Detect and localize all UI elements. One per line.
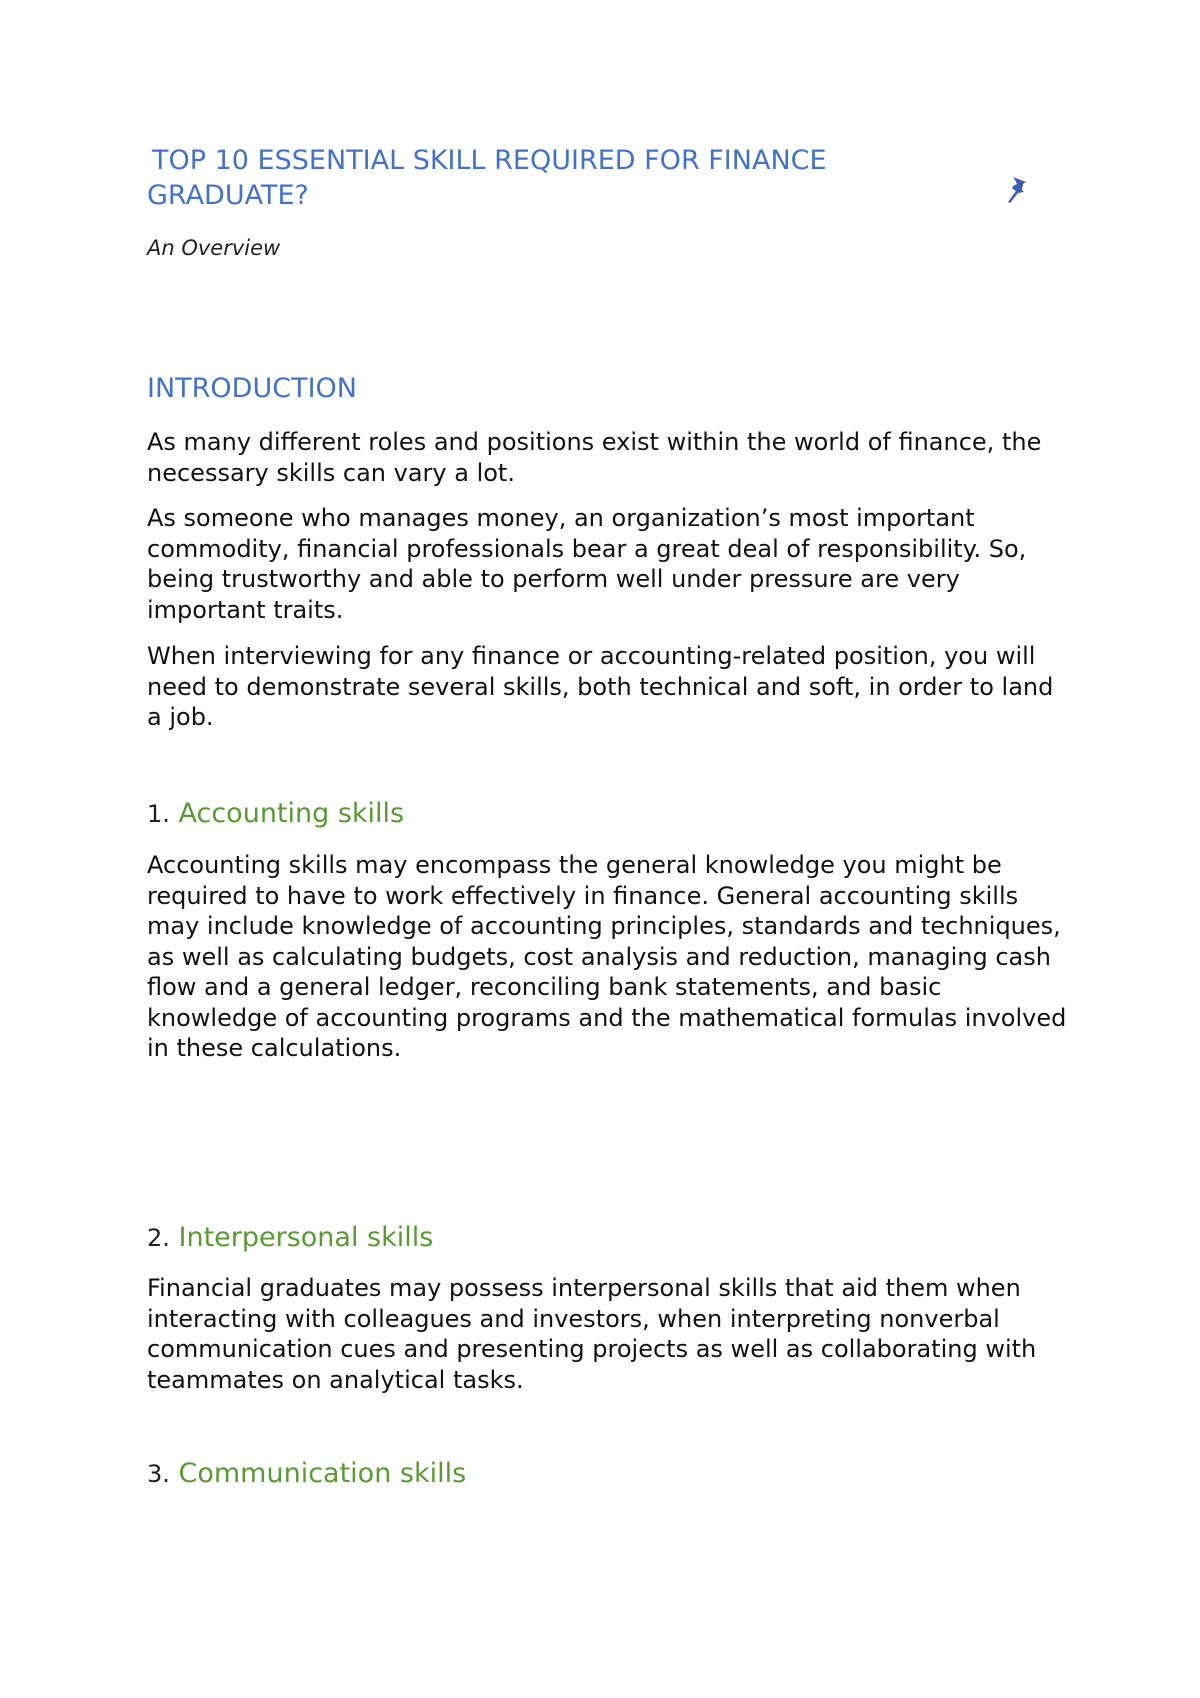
pushpin-icon xyxy=(1004,175,1030,205)
section-body-accounting: Accounting skills may encompass the general knowledge you might be required to have to work effectively in finance. General accounting skills may include knowledge of accounting principles, standards and techniques, as well as calculating budgets, cost analysis and reduction, managing cash flow and a general ledger, reconciling bank statements, and basic knowledge of accounting programs and the mathematical formulas involved in these calculations. xyxy=(147,851,1067,1062)
intro-paragraph-2: As someone who manages money, an organization’s most important commodity, financial professionals bear a great deal of responsibility. So, being trustworthy and able to perform well under pressure are very important traits. xyxy=(147,504,1027,624)
section-body-interpersonal: Financial graduates may possess interpersonal skills that aid them when interacting with colleagues and investors, when interpreting nonverbal communication cues and presenting projects as well as collaborating with teammates on analytical tasks. xyxy=(147,1274,1037,1394)
intro-paragraph-3: When interviewing for any finance or accounting-related position, you will need to demonstrate several skills, both technical and soft, in order to land a job. xyxy=(147,642,1054,731)
section-title: Accounting skills xyxy=(178,798,405,829)
section-number: 3. xyxy=(147,1460,170,1488)
introduction-heading: INTRODUCTION xyxy=(147,373,357,404)
section-number: 2. xyxy=(147,1224,170,1252)
section-heading-interpersonal xyxy=(147,1221,433,1255)
intro-paragraph-1: As many different roles and positions exist within the world of finance, the necessary skills can vary a lot. xyxy=(147,428,1042,487)
section-number: 1. xyxy=(147,800,170,828)
section-heading-communication xyxy=(147,1457,466,1491)
section-title: Interpersonal skills xyxy=(178,1222,434,1253)
document-title: TOP 10 ESSENTIAL SKILL REQUIRED FOR FINANCE GRADUATE? xyxy=(147,145,827,211)
document-subtitle: An Overview xyxy=(147,236,281,260)
section-heading-accounting xyxy=(147,797,404,831)
section-title: Communication skills xyxy=(178,1458,467,1489)
